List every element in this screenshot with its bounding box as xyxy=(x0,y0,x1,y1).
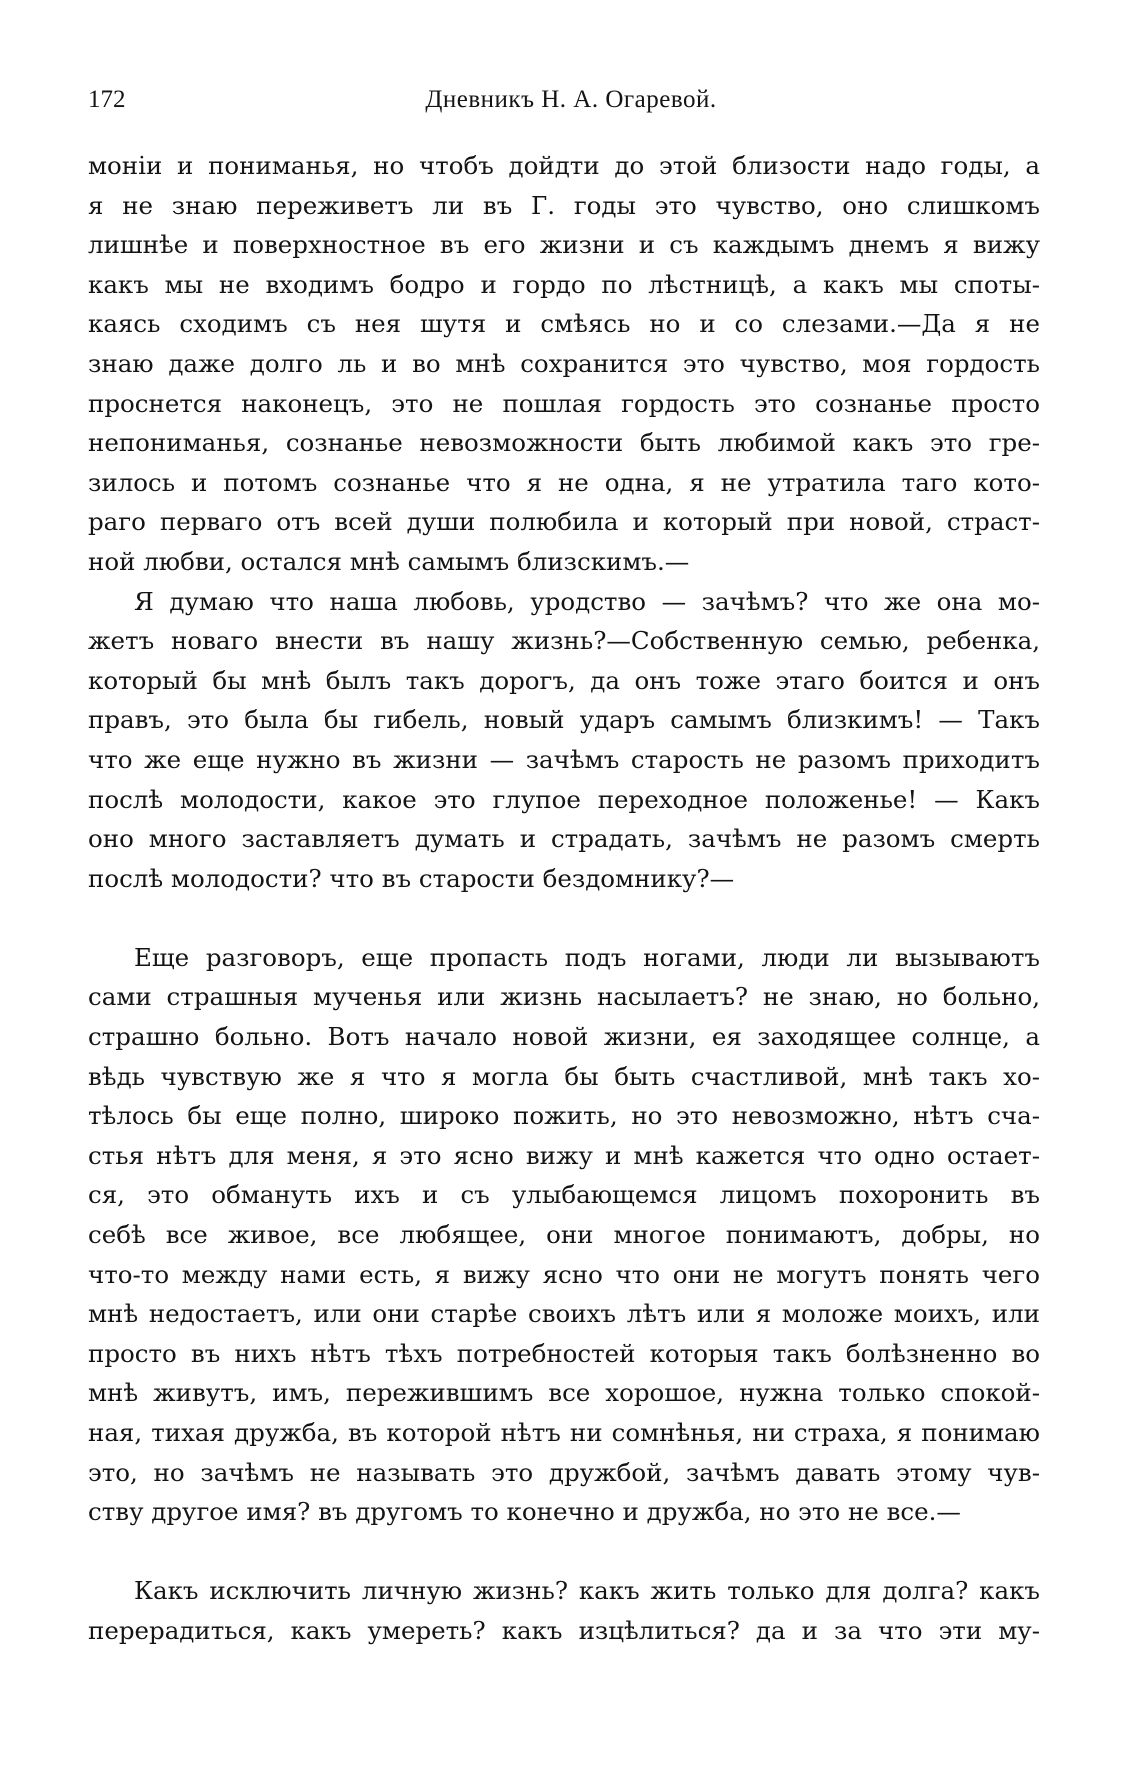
body-text xyxy=(88,146,1040,1651)
paragraph-1 xyxy=(88,146,1040,582)
text-line: страшно больно. Вотъ начало новой жизни, ея заходящее солнце, а xyxy=(88,1022,1040,1052)
text-line: перерадиться, какъ умереть? какъ изцѣлиться? да и за что эти му- xyxy=(88,1615,1040,1645)
text-line: жетъ новаго внести въ нашу жизнь?—Собственную семью, ребенка, xyxy=(88,626,1040,656)
text-line: ся, это обмануть ихъ и съ улыбающемся лицомъ похоронить въ xyxy=(88,1180,1040,1210)
text-line: правъ, это была бы гибель, новый ударъ самымъ близкимъ! — Такъ xyxy=(88,705,1040,735)
text-line: стья нѣтъ для меня, я это ясно вижу и мнѣ кажется что одно остает- xyxy=(88,1140,1040,1170)
text-line: знаю даже долго ль и во мнѣ сохранится это чувство, моя гордость xyxy=(88,348,1040,378)
text-line: просто въ нихъ нѣтъ тѣхъ потребностей которыя такъ болѣзненно во xyxy=(88,1338,1040,1368)
text-line: моніи и пониманья, но чтобъ дойдти до этой близости надо годы, а xyxy=(88,151,1040,180)
text-line: ной любви, остался мнѣ самымъ близскимъ.— xyxy=(88,546,690,576)
text-line: мнѣ недостаетъ, или они старѣе своихъ лѣтъ или я моложе моихъ, или xyxy=(88,1299,1040,1329)
paragraph-2 xyxy=(88,582,1040,899)
text-line: тѣлось бы еще полно, широко пожить, но это невозможно, нѣтъ сча- xyxy=(88,1101,1040,1131)
text-line: оно много заставляетъ думать и страдать, зачѣмъ не разомъ смерть xyxy=(88,824,1040,854)
text-line: ная, тихая дружба, въ которой нѣтъ ни сомнѣнья, ни страха, я понимаю xyxy=(88,1418,1040,1447)
text-line: это, но зачѣмъ не называть это дружбой, зачѣмъ давать этому чув- xyxy=(88,1457,1040,1487)
text-line: каясь сходимъ съ нея шутя и смѣясь но и со слезами.—Да я не xyxy=(88,309,1040,339)
text-line: Я думаю что наша любовь, уродство — зачѣмъ? что же она мо- xyxy=(134,586,1040,616)
text-line: Еще разговоръ, еще пропасть подъ ногами, люди ли вызываютъ xyxy=(134,942,1040,972)
text-line: раго перваго отъ всей души полюбила и который при новой, страст- xyxy=(88,507,1040,537)
text-line: послѣ молодости? что въ старости бездомнику?— xyxy=(88,863,735,893)
text-line: ству другое имя? въ другомъ то конечно и дружба, но это не все.— xyxy=(88,1497,961,1527)
text-line: лишнѣе и поверхностное въ его жизни и съ каждымъ днемъ я вижу xyxy=(88,230,1040,260)
text-line: непониманья, сознанье невозможности быть любимой какъ это гре- xyxy=(88,428,1040,458)
page-number: 172 xyxy=(88,86,126,113)
text-line: я не знаю переживетъ ли въ Г. годы это чувство, оно слишкомъ xyxy=(88,190,1040,220)
text-line: мнѣ живутъ, имъ, пережившимъ все хорошое, нужна только спокой- xyxy=(88,1378,1040,1408)
text-line: зилось и потомъ сознанье что я не одна, я не утратила таго кото- xyxy=(88,467,1040,497)
text-line: послѣ молодости, какое это глупое переходное положенье! — Какъ xyxy=(88,784,1040,814)
running-title: Дневникъ Н. А. Огаревой. xyxy=(425,86,717,113)
text-line: сами страшныя мученья или жизнь насылаетъ? не знаю, но больно, xyxy=(88,982,1040,1012)
paragraph-gap xyxy=(88,898,1040,938)
paragraph-3 xyxy=(88,938,1040,1532)
text-line: Какъ исключить личную жизнь? какъ жить только для долга? какъ xyxy=(134,1576,1040,1606)
text-line: что же еще нужно въ жизни — зачѣмъ старость не разомъ приходитъ xyxy=(88,744,1040,774)
paragraph-4 xyxy=(88,1571,1040,1650)
text-line: какъ мы не входимъ бодро и гордо по лѣстницѣ, а какъ мы споты- xyxy=(88,269,1040,299)
text-line: проснется наконецъ, это не пошлая гордость это сознанье просто xyxy=(88,388,1040,418)
page-header xyxy=(88,86,1054,126)
text-line: вѣдь чувствую же я что я могла бы быть счастливой, мнѣ такъ хо- xyxy=(88,1061,1040,1091)
text-line: себѣ все живое, все любящее, они многое понимаютъ, добры, но xyxy=(88,1220,1040,1250)
text-line: что-то между нами есть, я вижу ясно что они не могутъ понять чего xyxy=(88,1259,1040,1289)
paragraph-gap xyxy=(88,1532,1040,1572)
text-line: который бы мнѣ былъ такъ дорогъ, да онъ тоже этаго боится и онъ xyxy=(88,665,1040,695)
